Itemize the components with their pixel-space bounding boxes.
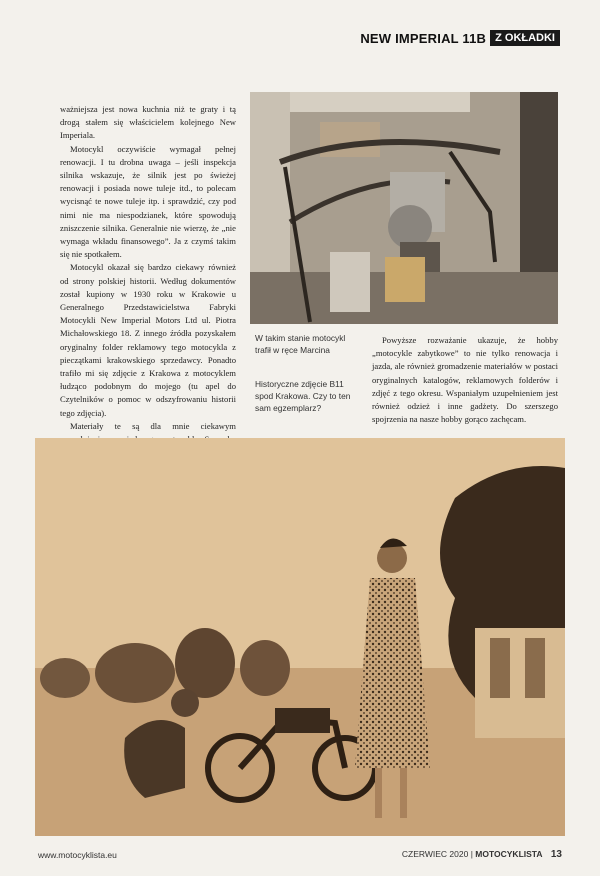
workshop-motorcycle-photo	[250, 92, 558, 324]
issue-date: CZERWIEC 2020	[401, 849, 469, 859]
paragraph: Motocykl oczywiście wymagał pełnej renowacji. I tu drobna uwaga – jeśli inspekcja silnika wskazuje, że silnik jest po świeżej renowacji i posiada nowe tuleje itd., to polecam wycisnąć te nowe tuleje itp. i sprawdzić, czy pod nimi nie ma niespodzianek, które spowodują zniszczenie silnika. Generalnie nie wierzę, że „nie wymaga wkładu finansowego”. Ja z czymś takim się nie spotkałem.	[60, 143, 236, 260]
photo-caption: Historyczne zdjęcie B11 spod Krakowa. Czy to ten sam egzemplarz?	[255, 379, 351, 413]
paragraph: Motocykl okazał się bardzo ciekawy również od strony polskiej historii. Według dokumentów został kupiony w 1930 roku w Krakowie u Generalnego Przedstawicielstwa Fabryki Motocykli New Imperial Motors Ltd ul. Piotra Michałowskiego 18. Z innego źródła pozyskałem oryginalny folder reklamowy tego motocykla z pieczątkami krakowskiego sprzedawcy. Ponadto trafiło mi się zdjęcie z Krakowa z motocyklem łudząco podobnym do mojego (tu apel do Czytelników o pomoc w odszyfrowaniu historii tego zdjęcia).	[60, 262, 236, 418]
paragraph: ważniejsza jest nowa kuchnia niż te graty i tą drogą stałem się właścicielem kolejnego New Imperiala.	[60, 104, 236, 141]
page-header	[360, 30, 560, 46]
section-title: NEW IMPERIAL 11B	[360, 30, 487, 46]
historical-scene-illustration	[35, 438, 565, 836]
historical-sepia-photo	[35, 438, 565, 836]
paragraph: Powyższe rozważanie ukazuje, że hobby „motocykle zabytkowe” to nie tylko renowacja i jazda, ale również gromadzenie materiałów w postaci oryginalnych katalogów, reklamowych folderów i zdjęć z tego okresu. Wspaniałym uzupełnieniem jest również odzież i inne gadżety. Do szerszego spojrzenia na nasze hobby gorąco zachęcam.	[372, 335, 558, 425]
photo-caption: W takim stanie motocykl trafił w ręce Marcina	[255, 333, 346, 355]
magazine-name: MOTOCYKLISTA	[475, 849, 543, 859]
footer-issue-info	[402, 849, 562, 860]
section-badge: Z OKŁADKI	[490, 30, 560, 46]
footer-separator: |	[470, 849, 473, 859]
article-column-3	[372, 334, 558, 426]
footer-url: www.motocyklista.eu	[38, 850, 117, 860]
page-footer	[0, 848, 600, 862]
page-number: 13	[550, 849, 562, 860]
paragraph: Materiały te są dla mnie ciekawym	[70, 420, 236, 431]
motorcycle-frame-illustration	[250, 92, 558, 324]
